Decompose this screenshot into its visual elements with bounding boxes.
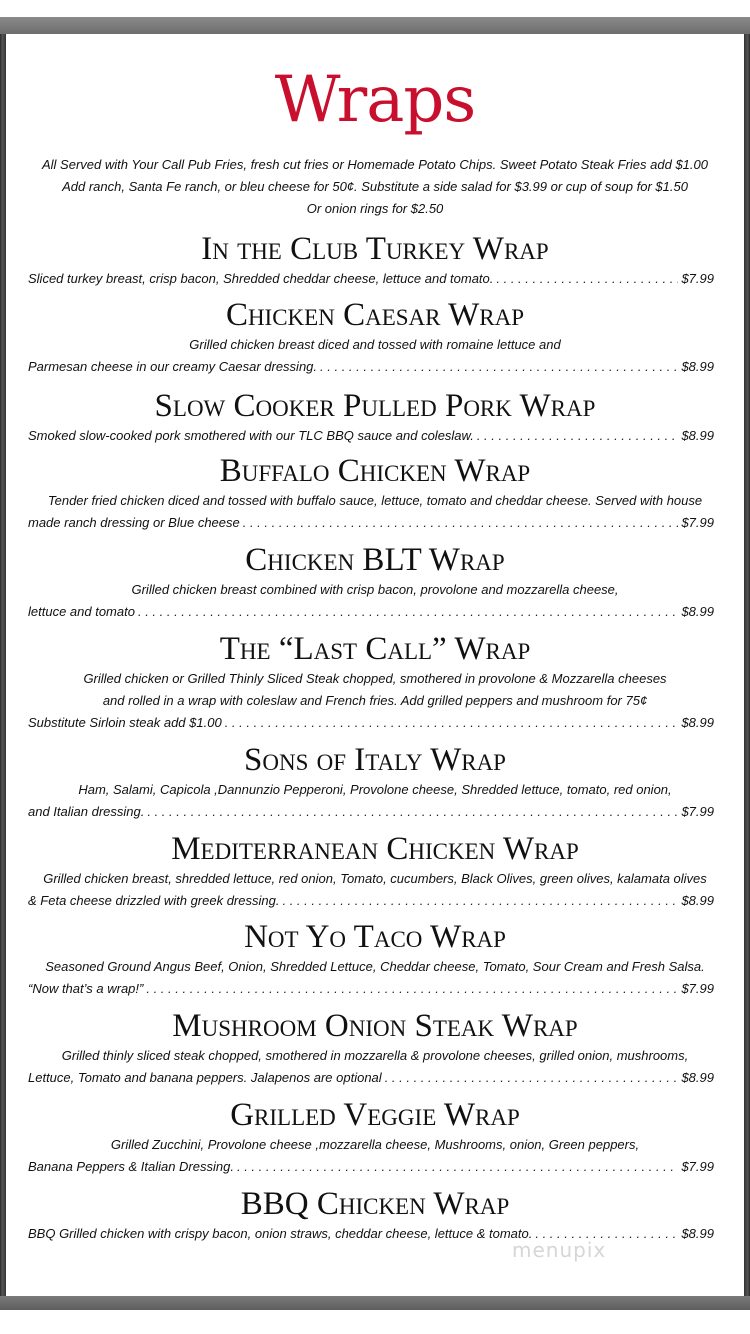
item-name: In the Club Turkey Wrap: [201, 231, 549, 267]
item-desc-text: Grilled chicken breast, shredded lettuce, red onion, Tomato, cucumbers, Black Olives, green olives, kalamata olives: [43, 871, 707, 886]
item-desc-text: Grilled chicken breast combined with crisp bacon, provolone and mozzarella cheese,: [131, 582, 619, 597]
price-line: [28, 512, 714, 534]
item-description: [6, 868, 744, 912]
item-description: [6, 579, 744, 623]
item-price: $8.99: [681, 1070, 714, 1085]
dot-leader: [282, 890, 678, 912]
menu-item: [6, 1185, 744, 1245]
intro-line: Or onion rings for $2.50: [306, 201, 444, 216]
menu-item: [6, 541, 744, 623]
item-name: Grilled Veggie Wrap: [230, 1097, 520, 1133]
price-line: [28, 1067, 714, 1089]
item-price: $8.99: [681, 604, 714, 619]
intro-line: Add ranch, Santa Fe ranch, or bleu cheese for 50¢. Substitute a side salad for $3.99 or cup of soup for $1.50: [62, 179, 688, 194]
item-name: Mediterranean Chicken Wrap: [171, 831, 579, 867]
item-desc-text: Sliced turkey breast, crisp bacon, Shredded cheddar cheese, lettuce and tomato.: [28, 271, 494, 286]
item-desc-text: and Italian dressing.: [28, 804, 145, 819]
dot-leader: [320, 356, 678, 378]
menu-item: [6, 1007, 744, 1089]
menu-item: [6, 830, 744, 912]
item-desc-text: Grilled Zucchini, Provolone cheese ,mozzarella cheese, Mushrooms, onion, Green peppers,: [110, 1137, 640, 1152]
menu-page: [6, 34, 744, 1296]
item-name: Buffalo Chicken Wrap: [219, 453, 531, 489]
item-desc-text: & Feta cheese drizzled with greek dressing.: [28, 893, 280, 908]
menu-item: [6, 741, 744, 823]
menu-item: [6, 630, 744, 734]
item-desc-text: Parmesan cheese in our creamy Caesar dressing.: [28, 359, 318, 374]
dot-leader: [496, 268, 678, 290]
item-desc-text: Tender fried chicken diced and tossed with buffalo sauce, lettuce, tomato and cheddar cheese. Served with house: [47, 493, 703, 508]
item-description: [6, 1045, 744, 1089]
item-description: [6, 1223, 744, 1245]
dot-leader: [385, 1067, 679, 1089]
item-desc-text: and rolled in a wrap with coleslaw and French fries. Add grilled peppers and mushroom for 75¢: [102, 693, 648, 708]
item-desc-text: Lettuce, Tomato and banana peppers. Jalapenos are optional: [28, 1070, 382, 1085]
menu-item: [6, 230, 744, 290]
item-name: The “Last Call” Wrap: [219, 631, 531, 667]
item-desc-text: Grilled thinly sliced steak chopped, smothered in mozzarella & provolone cheeses, grilled onion, mushrooms,: [61, 1048, 689, 1063]
bottom-bar: [0, 1296, 750, 1310]
menupix-watermark: menupix: [512, 1238, 607, 1262]
item-description: [6, 490, 744, 534]
item-price: $8.99: [681, 428, 714, 443]
price-line: [28, 890, 714, 912]
item-description: [6, 268, 744, 290]
price-line: [28, 425, 714, 447]
item-name: Mushroom Onion Steak Wrap: [172, 1008, 578, 1044]
menu-item: [6, 296, 744, 378]
item-desc-text: lettuce and tomato: [28, 604, 135, 619]
item-desc-text: “Now that’s a wrap!”: [28, 981, 144, 996]
item-name: Sons of Italy Wrap: [244, 742, 506, 778]
dot-leader: [243, 512, 679, 534]
item-description: [6, 956, 744, 1000]
price-line: [28, 978, 714, 1000]
item-desc-text: Smoked slow-cooked pork smothered with our TLC BBQ sauce and coleslaw.: [28, 428, 474, 443]
dot-leader: [146, 978, 678, 1000]
item-description: [6, 1134, 744, 1178]
item-desc-text: Banana Peppers & Italian Dressing.: [28, 1159, 234, 1174]
menu-item: [6, 918, 744, 1000]
price-line: [28, 356, 714, 378]
dot-leader: [147, 801, 678, 823]
item-name: Not Yo Taco Wrap: [244, 919, 506, 955]
item-desc-text: Substitute Sirloin steak add $1.00: [28, 715, 222, 730]
intro-text: [16, 154, 734, 220]
dot-leader: [138, 601, 678, 623]
item-name: Chicken BLT Wrap: [245, 542, 505, 578]
item-desc-text: BBQ Grilled chicken with crispy bacon, onion straws, cheddar cheese, lettuce & tomato.: [28, 1226, 533, 1241]
item-price: $7.99: [681, 515, 714, 530]
dot-leader: [237, 1156, 678, 1178]
item-price: $8.99: [681, 1226, 714, 1241]
dot-leader: [225, 712, 679, 734]
item-price: $7.99: [681, 981, 714, 996]
price-line: [28, 1223, 714, 1245]
menu-item: [6, 452, 744, 534]
item-desc-text: Ham, Salami, Capicola ,Dannunzio Pepperoni, Provolone cheese, Shredded lettuce, tomato, red onion,: [78, 782, 672, 797]
top-frame: [0, 0, 750, 34]
item-price: $7.99: [681, 804, 714, 819]
right-border: [744, 34, 750, 1296]
menu-item: [6, 387, 744, 447]
price-line: [28, 601, 714, 623]
item-description: [6, 425, 744, 447]
item-description: [6, 779, 744, 823]
intro-line: All Served with Your Call Pub Fries, fresh cut fries or Homemade Potato Chips. Sweet Potato Steak Fries add $1.00: [42, 157, 708, 172]
menu-item: [6, 1096, 744, 1178]
dot-leader: [477, 425, 679, 447]
item-price: $7.99: [681, 271, 714, 286]
price-line: [28, 801, 714, 823]
item-name: Slow Cooker Pulled Pork Wrap: [154, 388, 596, 424]
item-desc-text: Grilled chicken or Grilled Thinly Sliced Steak chopped, smothered in provolone & Mozzarella cheeses: [83, 671, 667, 686]
item-price: $8.99: [681, 715, 714, 730]
bottom-frame: [0, 1296, 750, 1334]
page-title: Wraps: [274, 63, 476, 137]
price-line: [28, 712, 714, 734]
item-price: $7.99: [681, 1159, 714, 1174]
item-desc-text: Grilled chicken breast diced and tossed with romaine lettuce and: [189, 337, 561, 352]
item-description: [6, 668, 744, 734]
item-desc-text: made ranch dressing or Blue cheese: [28, 515, 240, 530]
price-line: [28, 268, 714, 290]
top-bar: [0, 17, 750, 34]
item-description: [6, 334, 744, 378]
price-line: [28, 1156, 714, 1178]
item-desc-text: Seasoned Ground Angus Beef, Onion, Shredded Lettuce, Cheddar cheese, Tomato, Sour Cream and Fresh Salsa.: [45, 959, 705, 974]
item-name: BBQ Chicken Wrap: [240, 1186, 510, 1222]
item-name: Chicken Caesar Wrap: [225, 297, 525, 333]
item-price: $8.99: [681, 893, 714, 908]
item-price: $8.99: [681, 359, 714, 374]
